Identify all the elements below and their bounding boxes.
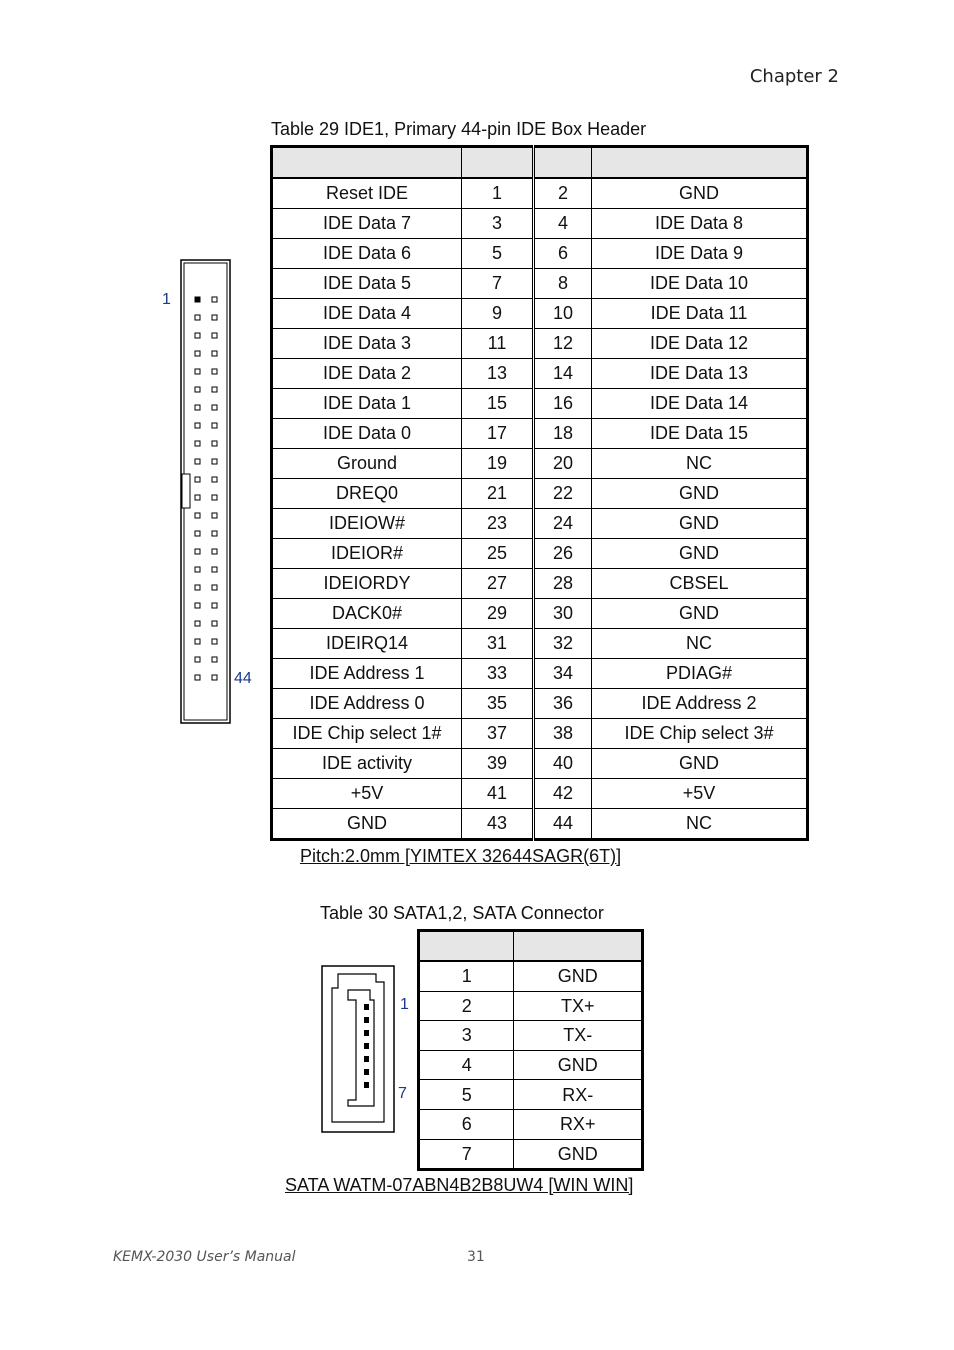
left-signal-cell: IDEIOW# — [272, 509, 462, 539]
table-row — [419, 961, 643, 991]
right-pin-cell: 20 — [534, 449, 592, 479]
sata-pin-table — [417, 929, 644, 1171]
table-row — [272, 209, 808, 239]
connector-pin — [212, 441, 217, 446]
connector-pin — [212, 459, 217, 464]
right-signal-cell: IDE Data 13 — [592, 359, 808, 389]
left-pin-cell: 31 — [462, 629, 534, 659]
pin-cell: 6 — [419, 1109, 514, 1139]
sata-first-pin-label: 1 — [400, 996, 409, 1013]
sata-housing-outline — [332, 974, 384, 1122]
sata-last-pin-label: 7 — [398, 1085, 407, 1102]
connector-pin — [212, 585, 217, 590]
left-signal-cell: IDE activity — [272, 749, 462, 779]
pin-1-marker — [195, 297, 200, 302]
table-row — [272, 599, 808, 629]
connector-pin — [212, 567, 217, 572]
left-signal-cell: IDE Address 0 — [272, 689, 462, 719]
left-pin-cell: 5 — [462, 239, 534, 269]
left-signal-cell: IDE Chip select 1# — [272, 719, 462, 749]
left-pin-cell: 25 — [462, 539, 534, 569]
sata-outer-frame — [322, 966, 394, 1132]
ide-connector-diagram — [160, 255, 260, 730]
right-signal-cell: IDE Data 15 — [592, 419, 808, 449]
table-header-row — [419, 931, 643, 962]
table-row — [272, 719, 808, 749]
connector-pin — [212, 531, 217, 536]
table-row — [419, 1080, 643, 1110]
connector-pin — [195, 675, 200, 680]
connector-pin — [195, 495, 200, 500]
left-pin-cell: 17 — [462, 419, 534, 449]
right-pin-cell: 32 — [534, 629, 592, 659]
right-pin-cell: 30 — [534, 599, 592, 629]
signal-cell: GND — [514, 1050, 643, 1080]
table-row — [272, 299, 808, 329]
left-pin-cell: 27 — [462, 569, 534, 599]
right-pin-cell: 28 — [534, 569, 592, 599]
left-pin-cell: 19 — [462, 449, 534, 479]
pin-cell: 7 — [419, 1139, 514, 1170]
table-row — [272, 629, 808, 659]
pin-cell: 2 — [419, 991, 514, 1021]
table-row — [272, 239, 808, 269]
left-pin-cell: 35 — [462, 689, 534, 719]
connector-pin — [195, 405, 200, 410]
connector-pin — [212, 513, 217, 518]
sata-contact — [364, 1017, 369, 1023]
left-pin-cell: 15 — [462, 389, 534, 419]
connector-pin — [195, 351, 200, 356]
left-signal-cell: DREQ0 — [272, 479, 462, 509]
right-pin-cell: 26 — [534, 539, 592, 569]
signal-cell: GND — [514, 1139, 643, 1170]
right-signal-cell: GND — [592, 509, 808, 539]
right-signal-cell: IDE Data 12 — [592, 329, 808, 359]
right-pin-cell: 22 — [534, 479, 592, 509]
connector-pin — [212, 315, 217, 320]
table-row — [272, 779, 808, 809]
table-row — [272, 749, 808, 779]
table-row — [272, 359, 808, 389]
left-pin-cell: 41 — [462, 779, 534, 809]
left-signal-cell: DACK0# — [272, 599, 462, 629]
left-signal-cell: IDE Data 6 — [272, 239, 462, 269]
right-pin-cell: 40 — [534, 749, 592, 779]
table-row — [272, 539, 808, 569]
header-cell — [514, 931, 643, 962]
right-signal-cell: IDE Data 9 — [592, 239, 808, 269]
right-pin-cell: 12 — [534, 329, 592, 359]
signal-cell: GND — [514, 961, 643, 991]
right-pin-cell: 10 — [534, 299, 592, 329]
right-pin-cell: 8 — [534, 269, 592, 299]
table-row — [272, 689, 808, 719]
right-pin-cell: 44 — [534, 809, 592, 840]
right-signal-cell: NC — [592, 629, 808, 659]
connector-pin — [212, 405, 217, 410]
left-signal-cell: +5V — [272, 779, 462, 809]
table-row — [272, 659, 808, 689]
header-cell — [592, 147, 808, 179]
sata-contact — [364, 1056, 369, 1062]
signal-cell: TX- — [514, 1021, 643, 1051]
connector-pin — [195, 387, 200, 392]
connector-pin — [195, 621, 200, 626]
left-pin-cell: 11 — [462, 329, 534, 359]
table-row — [419, 1021, 643, 1051]
connector-pin — [212, 621, 217, 626]
connector-pin — [212, 423, 217, 428]
table-row — [419, 1050, 643, 1080]
left-pin-cell: 1 — [462, 178, 534, 209]
connector-pin — [195, 423, 200, 428]
right-signal-cell: GND — [592, 749, 808, 779]
table-row — [272, 449, 808, 479]
left-pin-cell: 33 — [462, 659, 534, 689]
right-pin-cell: 36 — [534, 689, 592, 719]
left-signal-cell: IDE Data 1 — [272, 389, 462, 419]
connector-key-notch — [182, 474, 190, 508]
right-signal-cell: IDE Data 14 — [592, 389, 808, 419]
right-signal-cell: NC — [592, 809, 808, 840]
ide-first-pin-label: 1 — [162, 291, 171, 308]
right-signal-cell: IDE Data 11 — [592, 299, 808, 329]
connector-pin — [195, 333, 200, 338]
left-signal-cell: IDE Data 7 — [272, 209, 462, 239]
right-signal-cell: IDE Data 10 — [592, 269, 808, 299]
chapter-heading: Chapter 2 — [749, 66, 839, 87]
connector-pin — [195, 603, 200, 608]
left-pin-cell: 37 — [462, 719, 534, 749]
right-signal-cell: GND — [592, 479, 808, 509]
connector-pin — [212, 369, 217, 374]
connector-pin — [195, 549, 200, 554]
sata-contact — [364, 1082, 369, 1088]
right-signal-cell: GND — [592, 539, 808, 569]
right-signal-cell: IDE Data 8 — [592, 209, 808, 239]
header-cell — [462, 147, 534, 179]
left-signal-cell: IDE Address 1 — [272, 659, 462, 689]
connector-pin — [195, 585, 200, 590]
right-signal-cell: GND — [592, 178, 808, 209]
table-row — [419, 991, 643, 1021]
table-row — [272, 269, 808, 299]
signal-cell: RX+ — [514, 1109, 643, 1139]
ide-last-pin-label: 44 — [234, 670, 252, 687]
ide-pin-table — [270, 145, 809, 841]
table-header-row — [272, 147, 808, 179]
right-pin-cell: 34 — [534, 659, 592, 689]
connector-pin — [212, 477, 217, 482]
left-pin-cell: 29 — [462, 599, 534, 629]
right-signal-cell: +5V — [592, 779, 808, 809]
connector-pin — [195, 513, 200, 518]
right-pin-cell: 18 — [534, 419, 592, 449]
connector-pin — [212, 351, 217, 356]
table-row — [272, 509, 808, 539]
left-pin-cell: 3 — [462, 209, 534, 239]
right-pin-cell: 2 — [534, 178, 592, 209]
connector-pin — [195, 441, 200, 446]
pin-cell: 3 — [419, 1021, 514, 1051]
connector-pin — [212, 495, 217, 500]
left-pin-cell: 21 — [462, 479, 534, 509]
sata-connector-diagram — [320, 964, 400, 1136]
connector-pin — [195, 315, 200, 320]
table-row — [419, 1139, 643, 1170]
connector-pin — [212, 675, 217, 680]
sata-table-caption: Table 30 SATA1,2, SATA Connector — [320, 903, 604, 923]
table-row — [272, 569, 808, 599]
connector-pin — [195, 477, 200, 482]
right-signal-cell: CBSEL — [592, 569, 808, 599]
right-pin-cell: 6 — [534, 239, 592, 269]
signal-cell: RX- — [514, 1080, 643, 1110]
ide-pitch-note: Pitch:2.0mm [YIMTEX 32644SAGR(6T)] — [300, 846, 622, 866]
left-pin-cell: 43 — [462, 809, 534, 840]
left-signal-cell: Ground — [272, 449, 462, 479]
footer-manual-title: KEMX-2030 User’s Manual — [113, 1249, 296, 1265]
left-signal-cell: IDE Data 5 — [272, 269, 462, 299]
left-signal-cell: IDEIORDY — [272, 569, 462, 599]
connector-pin — [195, 639, 200, 644]
table-row — [272, 419, 808, 449]
right-pin-cell: 42 — [534, 779, 592, 809]
header-cell — [419, 931, 514, 962]
right-signal-cell: IDE Chip select 3# — [592, 719, 808, 749]
pin-cell: 4 — [419, 1050, 514, 1080]
header-cell — [272, 147, 462, 179]
sata-contact — [364, 1004, 369, 1010]
right-signal-cell: NC — [592, 449, 808, 479]
left-pin-cell: 9 — [462, 299, 534, 329]
pin-cell: 1 — [419, 961, 514, 991]
sata-contact — [364, 1030, 369, 1036]
table-row — [272, 479, 808, 509]
connector-pin — [212, 297, 217, 302]
connector-pin — [212, 639, 217, 644]
left-signal-cell: GND — [272, 809, 462, 840]
right-pin-cell: 16 — [534, 389, 592, 419]
connector-pin — [212, 387, 217, 392]
left-signal-cell: IDE Data 4 — [272, 299, 462, 329]
pin-cell: 5 — [419, 1080, 514, 1110]
left-pin-cell: 23 — [462, 509, 534, 539]
right-pin-cell: 38 — [534, 719, 592, 749]
connector-pin — [195, 459, 200, 464]
right-pin-cell: 4 — [534, 209, 592, 239]
left-pin-cell: 7 — [462, 269, 534, 299]
right-pin-cell: 14 — [534, 359, 592, 389]
table-row — [272, 809, 808, 840]
right-signal-cell: IDE Address 2 — [592, 689, 808, 719]
connector-pin — [195, 567, 200, 572]
right-signal-cell: GND — [592, 599, 808, 629]
right-signal-cell: PDIAG# — [592, 659, 808, 689]
footer-page-number: 31 — [467, 1249, 485, 1265]
left-pin-cell: 39 — [462, 749, 534, 779]
connector-pin — [212, 657, 217, 662]
connector-pin — [212, 603, 217, 608]
table-row — [272, 389, 808, 419]
connector-pin — [195, 369, 200, 374]
left-signal-cell: IDEIOR# — [272, 539, 462, 569]
connector-pin — [212, 549, 217, 554]
table-row — [419, 1109, 643, 1139]
sata-tongue-outline — [348, 990, 374, 1106]
left-pin-cell: 13 — [462, 359, 534, 389]
left-signal-cell: IDE Data 0 — [272, 419, 462, 449]
sata-contact — [364, 1043, 369, 1049]
table-row — [272, 329, 808, 359]
left-signal-cell: IDEIRQ14 — [272, 629, 462, 659]
signal-cell: TX+ — [514, 991, 643, 1021]
left-signal-cell: IDE Data 3 — [272, 329, 462, 359]
left-signal-cell: IDE Data 2 — [272, 359, 462, 389]
sata-contact — [364, 1069, 369, 1075]
ide-table-caption: Table 29 IDE1, Primary 44-pin IDE Box Header — [271, 119, 647, 139]
left-signal-cell: Reset IDE — [272, 178, 462, 209]
table-row — [272, 178, 808, 209]
connector-pin — [195, 531, 200, 536]
connector-pin — [195, 657, 200, 662]
sata-part-note: SATA WATM-07ABN4B2B8UW4 [WIN WIN] — [285, 1175, 634, 1195]
right-pin-cell: 24 — [534, 509, 592, 539]
connector-pin — [212, 333, 217, 338]
header-cell — [534, 147, 592, 179]
